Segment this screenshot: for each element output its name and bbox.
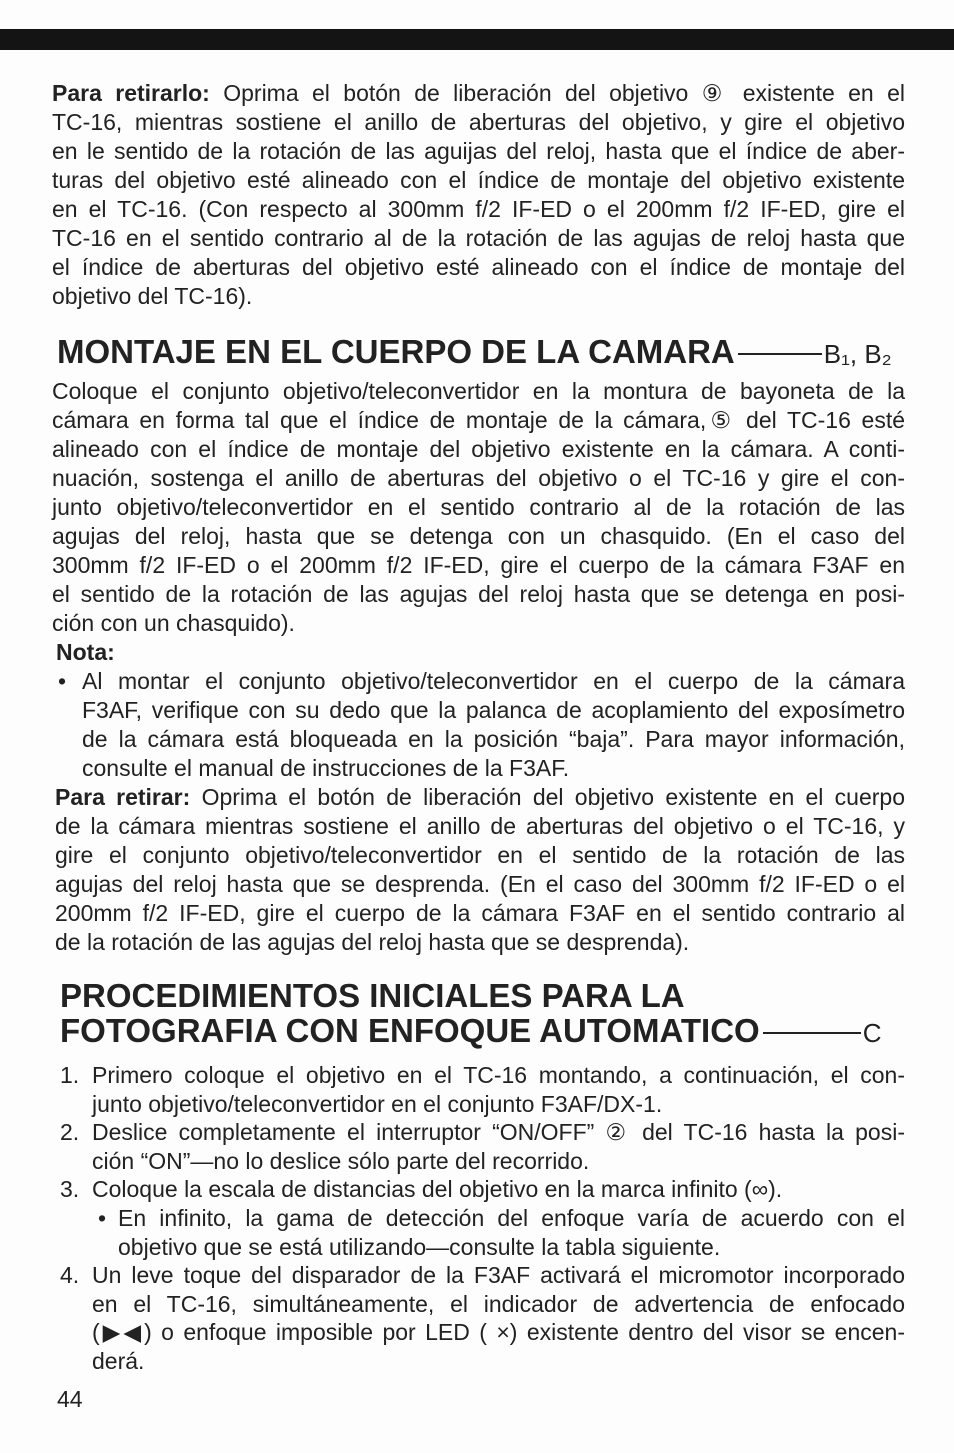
removal-line: gire el conjunto objetivo/teleconvertidor en el sentido de la rotación de las [55, 842, 905, 868]
paragraph-line: Coloque el conjunto objetivo/teleconvertidor en la montura de bayoneta de la [52, 378, 905, 404]
note-label: Nota: [56, 639, 115, 665]
step-line: ción “ON”—no lo deslice sólo parte del recorrido. [92, 1147, 590, 1174]
paragraph-line: 300mm f/2 IF-ED o el 200mm f/2 IF-ED, gire el cuerpo de la cámara F3AF en [52, 552, 905, 578]
step-line: junto objetivo/teleconvertidor en el conjunto F3AF/DX-1. [92, 1090, 663, 1117]
section-heading-text: PROCEDIMIENTOS INICIALES PARA LA [60, 977, 685, 1014]
paragraph-line: cámara en forma tal que el índice de montaje de la cámara,⑤ del TC-16 esté [52, 407, 905, 433]
paragraph-line: TC-16, mientras sostiene el anillo de aberturas del objetivo, y gire el objetivo [52, 109, 905, 135]
figure-reference: C [862, 1018, 882, 1048]
step-line-text: Coloque la escala de distancias del objetivo en la marca infinito (∞). [92, 1176, 783, 1203]
section-heading-text: MONTAJE EN EL CUERPO DE LA CAMARA [57, 333, 735, 370]
paragraph-line: ción con un chasquido). [52, 610, 295, 636]
bullet-icon: • [98, 1204, 107, 1231]
step-line: (▶◀) o enfoque imposible por LED ( ×) existente dentro del visor se encen- [92, 1319, 905, 1346]
sub-bullet-text: En infinito, la gama de detección del enfoque varía de acuerdo con el [118, 1204, 905, 1231]
note-bullet-line: F3AF, verifique con su dedo que la palanca de acoplamiento del exposímetro [82, 697, 905, 723]
paragraph-line: en le sentido de la rotación de las aguijas del reloj, hasta que el índice de aber- [52, 138, 905, 164]
step-line-text: Deslice completamente el interruptor “ON/OFF” ② del TC-16 hasta la posi- [92, 1119, 905, 1146]
list-item [52, 1175, 905, 1204]
removal-line: de la cámara mientras sostiene el anillo de aberturas del objetivo o el TC-16, y [55, 813, 905, 839]
bullet-icon: • [58, 668, 67, 694]
step-number: 3. [60, 1176, 80, 1203]
heading-rule [738, 353, 822, 355]
paragraph-label: Para retirarlo: [52, 80, 210, 106]
paragraph-line: el índice de aberturas del objetivo esté alineado con el índice de montaje del [52, 254, 905, 280]
step-line-text: Primero coloque el objetivo en el TC-16 montando, a continuación, el con- [92, 1062, 905, 1088]
step-line: en el TC-16, simultáneamente, el indicador de advertencia de enfocado [92, 1290, 905, 1317]
paragraph-line: nuación, sostenga el anillo de aberturas del objetivo o el TC-16 y gire el con- [52, 465, 905, 491]
sub-bullet-line: objetivo que se está utilizando—consulte la tabla siguiente. [118, 1233, 721, 1260]
step-number: 4. [60, 1262, 80, 1289]
removal-line: 200mm f/2 IF-ED, gire el cuerpo de la cámara F3AF en el sentido contrario al [55, 900, 905, 926]
scan-top-bar [0, 29, 954, 50]
list-item [52, 1118, 905, 1147]
heading-rule [763, 1032, 861, 1034]
paragraph-line: agujas del reloj, hasta que se detenga con un chasquido. (En el caso del [52, 523, 905, 549]
paragraph-line: objetivo del TC-16). [52, 283, 253, 309]
note-line-text: Al montar el conjunto objetivo/teleconvertidor en el cuerpo de la cámara [82, 668, 905, 694]
removal-line [52, 783, 905, 812]
section-heading-autofocus [60, 978, 881, 1051]
removal-line: de la rotación de las agujas del reloj hasta que se desprenda). [55, 929, 690, 955]
step-number: 1. [60, 1062, 80, 1088]
paragraph-line: turas del objetivo esté alineado con el índice de montaje del objetivo existente [52, 167, 905, 193]
section-heading-mount [57, 332, 892, 374]
removal-line-text: Oprima el botón de liberación del objetivo existente en el cuerpo [201, 784, 906, 810]
section-heading-text: FOTOGRAFIA CON ENFOQUE AUTOMATICO [60, 1012, 760, 1049]
paragraph-line: el sentido de la rotación de las agujas del reloj hasta que se detenga en posi- [52, 581, 905, 607]
paragraph-line: TC-16 en el sentido contrario al de la rotación de las agujas de reloj hasta que [52, 225, 905, 251]
removal-from-teleconverter-paragraph [52, 79, 905, 311]
page-number: 44 [57, 1386, 83, 1412]
note-bullet-line: consulte el manual de instrucciones de la F3AF. [82, 755, 570, 781]
note-heading [52, 638, 905, 667]
step-line: derá. [92, 1347, 145, 1374]
note-bullet-line [52, 667, 905, 696]
figure-reference: B₁, B₂ [823, 339, 892, 369]
paragraph-line: junto objetivo/teleconvertidor en el sentido contrario al de la rotación de las [52, 494, 905, 520]
steps-list [52, 1061, 905, 1376]
section-heading-row [60, 1013, 881, 1051]
sub-bullet-line [52, 1204, 905, 1233]
paragraph-line: alineado con el índice de montaje del objetivo existente en la cámara. A conti- [52, 436, 905, 462]
note-bullet-line: de la cámara está bloqueada en la posición “baja”. Para mayor información, [82, 726, 905, 752]
removal-line: agujas del reloj hasta que se desprenda. (En el caso del 300mm f/2 IF-ED o el [55, 871, 905, 897]
mount-section-body [52, 377, 905, 957]
removal-label: Para retirar: [55, 784, 191, 810]
list-item [52, 1261, 905, 1290]
paragraph-line: en el TC-16. (Con respecto al 300mm f/2 IF-ED o el 200mm f/2 IF-ED, gire el [52, 196, 905, 222]
step-line-text: Un leve toque del disparador de la F3AF activará el micromotor incorporado [92, 1262, 905, 1289]
list-item [52, 1061, 905, 1090]
step-number: 2. [60, 1119, 80, 1146]
paragraph-line [52, 79, 905, 108]
paragraph-line-text: Oprima el botón de liberación del objetivo ⑨ existente en el [223, 80, 906, 106]
